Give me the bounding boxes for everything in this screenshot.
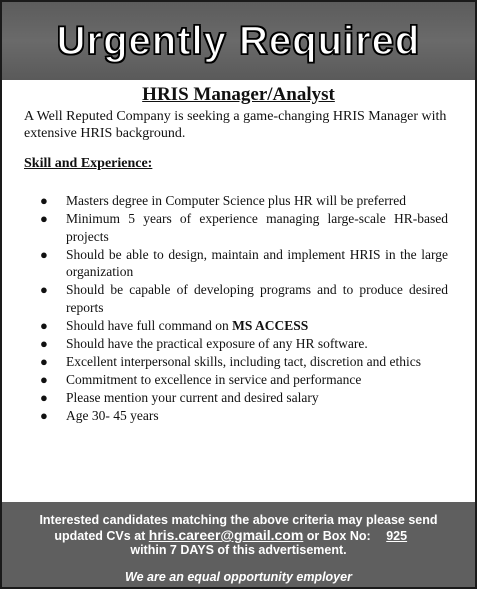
header-banner	[2, 2, 475, 80]
bullet-icon: ●	[40, 372, 48, 388]
bullet-icon: ●	[40, 354, 48, 370]
bullet-icon: ●	[40, 193, 48, 208]
job-intro: A Well Reputed Company is seeking a game-changing HRIS Manager with extensive HRIS background.	[24, 109, 447, 141]
footer-line-3: within 7 DAYS of this advertisement.	[130, 543, 347, 557]
list-item: ● Commitment to excellence in service and performance	[40, 372, 362, 388]
skills-list	[40, 192, 448, 425]
footer-line-1: Interested candidates matching the above criteria may please send	[39, 513, 438, 527]
equal-opportunity-statement: We are an equal opportunity employer	[125, 570, 352, 584]
bullet-icon: ●	[40, 282, 48, 298]
list-item: ● Masters degree in Computer Science plus HR will be preferred	[40, 193, 407, 208]
bullet-icon: ●	[40, 390, 48, 406]
bullet-icon: ●	[40, 246, 48, 262]
ms-access-emphasis: MS ACCESS	[232, 317, 309, 333]
bullet-icon: ●	[40, 211, 48, 227]
bullet-icon: ●	[40, 335, 48, 351]
list-item: ● Should have full command on MS ACCESS	[40, 317, 309, 333]
list-item: ● Please mention your current and desired salary	[40, 390, 319, 406]
bullet-icon: ●	[40, 408, 48, 424]
bullet-icon: ●	[40, 317, 48, 333]
footer-banner	[2, 502, 475, 587]
footer-line-2: updated CVs at hris.career@gmail.com or Box No: 925	[2, 528, 475, 544]
list-item: ● Minimum 5 years of experience managing large-scale HR-based projects	[40, 211, 448, 244]
list-item: ● Should be capable of developing programs and to produce desired reports	[40, 282, 448, 315]
list-item: ● Should be able to design, maintain and implement HRIS in the large organization	[40, 246, 448, 280]
list-item: ● Should have the practical exposure of any HR software.	[40, 335, 368, 351]
job-title: HRIS Manager/Analyst	[142, 84, 335, 105]
contact-email-link[interactable]: hris.career@gmail.com	[148, 527, 304, 543]
header-title: Urgently Required	[56, 18, 421, 63]
list-item: ● Age 30- 45 years	[40, 408, 159, 424]
box-number: 925	[386, 529, 408, 543]
list-item: ● Excellent interpersonal skills, including tact, discretion and ethics	[40, 354, 422, 370]
skills-heading: Skill and Experience:	[24, 156, 153, 171]
